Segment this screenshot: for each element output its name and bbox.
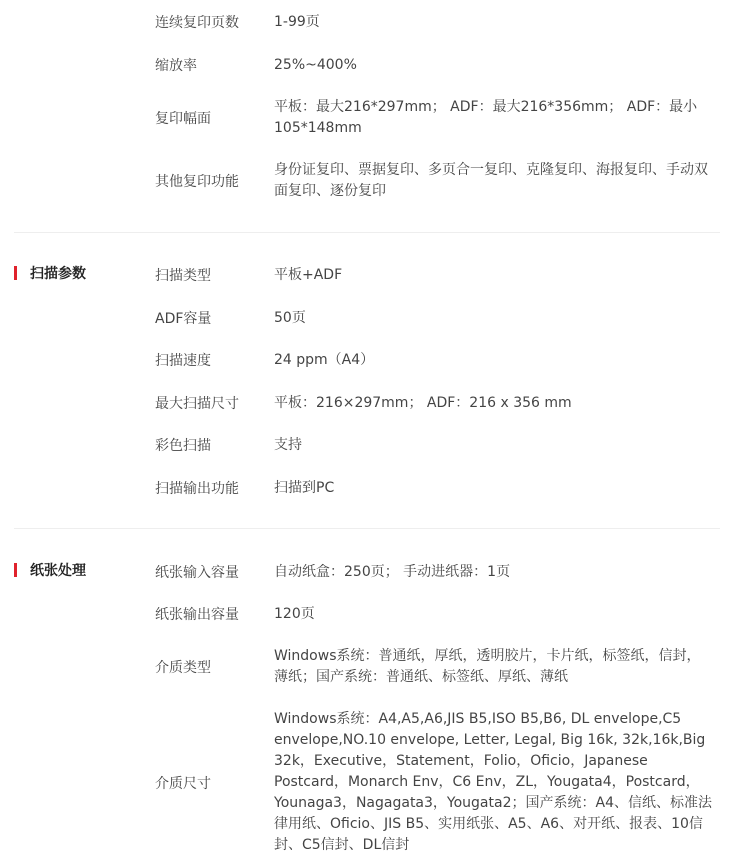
section-title [14, 560, 86, 580]
spec-value: 平板：216×297mm； ADF：216 x 356 mm [274, 395, 572, 411]
spec-value: Windows系统：A4,A5,A6,JIS B5,ISO B5,B6, DL envelope,C5 envelope,NO.10 envelope, Letter, Legal, Big 16k, 32k,16k,Big 32k，Executive，Statement，Folio，Oficio，Japanese Postcard，Monarch Env，C6 Env，ZL，Yougata4，Postcard，Younaga3，Nagagata3，Yougata2；国产系统：A4、信纸、标准法律用纸、Oficio、JIS B5、实用纸张、A5、A6、对开纸、报表、10信封、C5信封、DL信封 [274, 711, 712, 853]
spec-value: 平板+ADF [274, 267, 343, 283]
section-divider [14, 528, 720, 529]
spec-label: 扫描输出功能 [155, 481, 239, 497]
spec-value: 扫描到PC [274, 480, 335, 496]
spec-label: 其他复印功能 [155, 174, 239, 190]
spec-label: 彩色扫描 [155, 438, 211, 454]
spec-label: 扫描速度 [155, 353, 211, 369]
section-divider [14, 232, 720, 233]
spec-value: 24 ppm（A4） [274, 352, 375, 368]
spec-label: 连续复印页数 [155, 15, 239, 31]
spec-label: ADF容量 [155, 311, 212, 327]
section-marker [14, 266, 17, 280]
section-title-text: 纸张处理 [30, 563, 86, 579]
spec-value: 平板：最大216*297mm； ADF：最大216*356mm； ADF：最小105*148mm [274, 99, 698, 136]
spec-label: 扫描类型 [155, 268, 211, 284]
spec-label: 纸张输出容量 [155, 607, 239, 623]
spec-value: 50页 [274, 310, 306, 326]
spec-label: 缩放率 [155, 58, 197, 74]
spec-label: 介质类型 [155, 660, 211, 676]
section-title-text: 扫描参数 [30, 266, 86, 282]
spec-value: 25%~400% [274, 57, 357, 73]
section-title [14, 263, 86, 283]
spec-value: Windows系统：普通纸，厚纸，透明胶片，卡片纸，标签纸，信封，薄纸；国产系统：普通纸、标签纸、厚纸、薄纸 [274, 648, 701, 685]
spec-value: 1-99页 [274, 14, 320, 30]
spec-label: 介质尺寸 [155, 776, 211, 792]
spec-value: 身份证复印、票据复印、多页合一复印、克隆复印、海报复印、手动双面复印、逐份复印 [274, 162, 708, 199]
spec-label: 复印幅面 [155, 111, 211, 127]
section-marker [14, 563, 17, 577]
spec-label: 纸张输入容量 [155, 565, 239, 581]
spec-value: 自动纸盒：250页； 手动进纸器：1页 [274, 564, 511, 580]
spec-value: 120页 [274, 606, 315, 622]
spec-label: 最大扫描尺寸 [155, 396, 239, 412]
spec-value: 支持 [274, 437, 302, 453]
